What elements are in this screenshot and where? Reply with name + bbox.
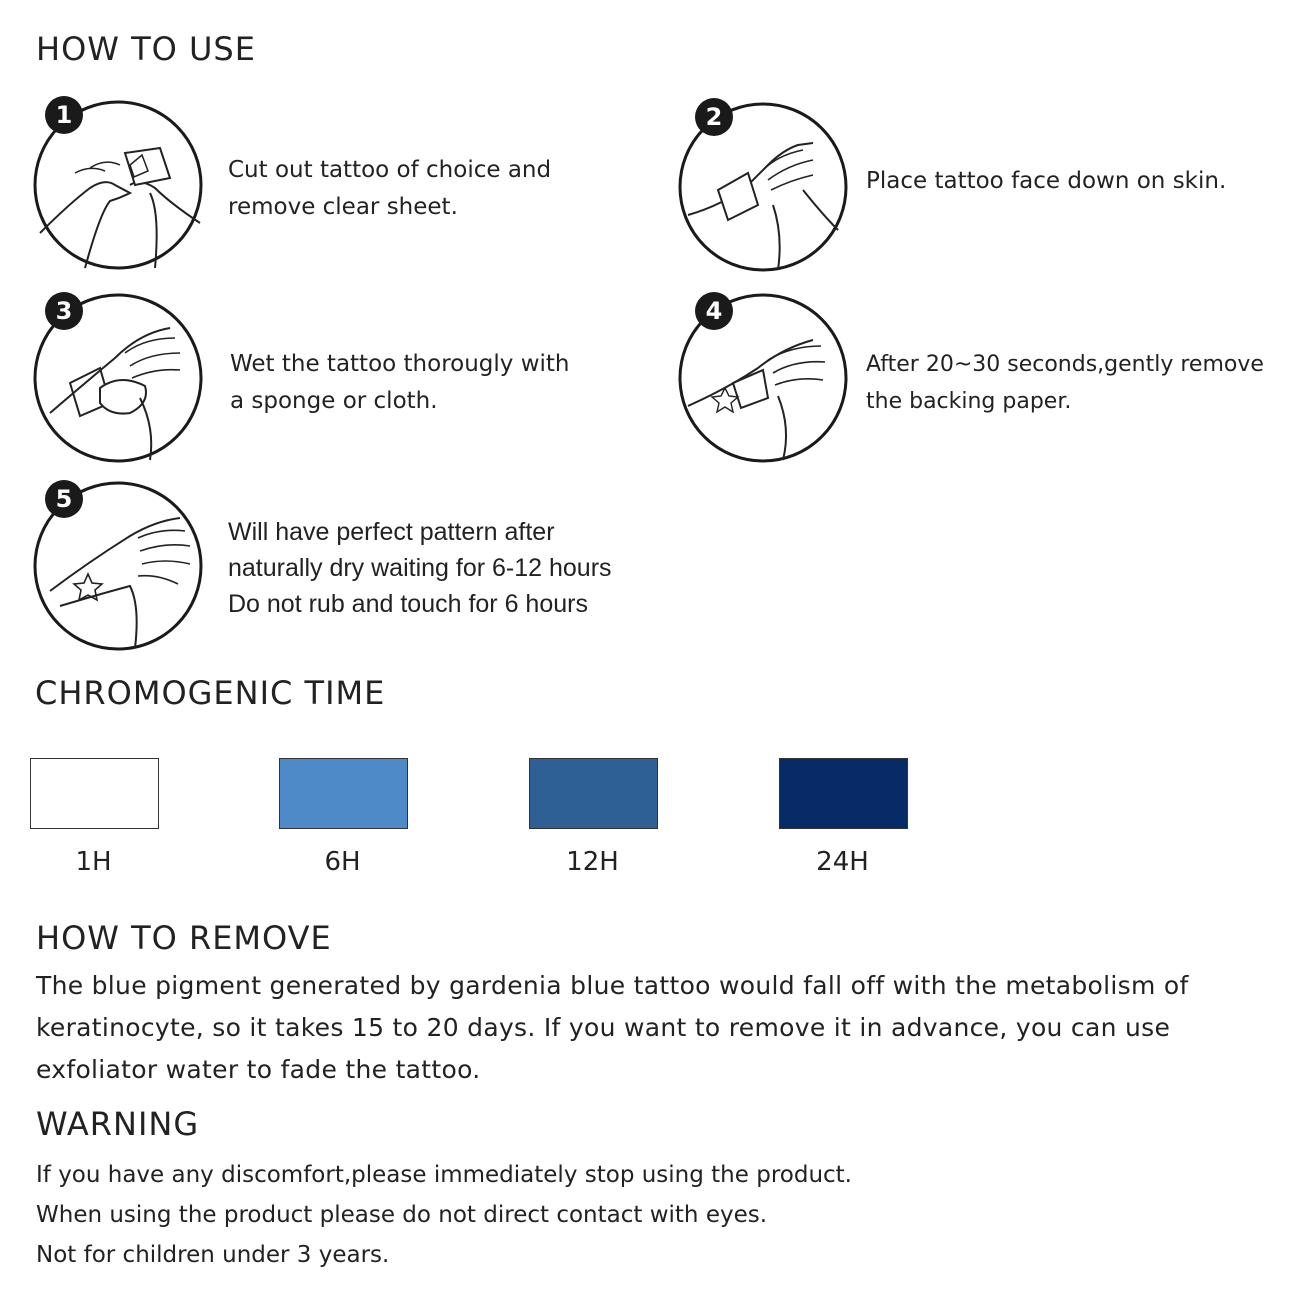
step-3-line-2: a sponge or cloth. <box>230 388 438 414</box>
swatch-24h <box>779 758 908 829</box>
warning-line-3: Not for children under 3 years. <box>36 1242 390 1268</box>
how-to-remove-body: The blue pigment generated by gardenia blue tattoo would fall off with the metabolism of keratinocyte, so it takes 15 to 20 days. If you want to remove it in advance, you can use exfoliator water to fade the tattoo. <box>36 971 1189 1084</box>
step-1-line-1: Cut out tattoo of choice and <box>228 157 552 183</box>
step-4-text <box>866 346 1264 420</box>
step-1-line-2: remove clear sheet. <box>228 194 458 220</box>
step-1-text <box>228 152 551 226</box>
step-5-line-2: naturally dry waiting for 6-12 hours <box>228 554 612 582</box>
step-2-line-1: Place tattoo face down on skin. <box>866 168 1227 194</box>
step-2-number: 2 <box>705 103 723 131</box>
step-3-line-1: Wet the tattoo thorougly with <box>230 351 570 377</box>
warning-heading: WARNING <box>36 1105 200 1143</box>
swatch-label-24h: 24H <box>816 847 869 877</box>
step-4-line-2: the backing paper. <box>866 389 1072 414</box>
step-3-badge <box>44 291 84 336</box>
swatch-1h <box>30 758 159 829</box>
step-5-line-1: Will have perfect pattern after <box>228 518 555 546</box>
step-4-badge <box>694 291 734 336</box>
step-4-line-1: After 20~30 seconds,gently remove <box>866 352 1264 377</box>
step-2-badge <box>694 97 734 142</box>
swatch-label-6h: 6H <box>324 847 361 877</box>
step-3-text <box>230 346 570 420</box>
warning-line-1: If you have any discomfort,please immediately stop using the product. <box>36 1162 852 1188</box>
step-5-line-3: Do not rub and touch for 6 hours <box>228 590 588 618</box>
step-5-number: 5 <box>55 485 73 513</box>
warning-body <box>36 1155 1276 1275</box>
step-4-number: 4 <box>705 297 723 325</box>
how-to-use-heading: HOW TO USE <box>36 30 256 68</box>
chromogenic-time-heading: CHROMOGENIC TIME <box>35 674 386 712</box>
how-to-remove-heading: HOW TO REMOVE <box>36 919 332 957</box>
swatch-label-12h: 12H <box>566 847 619 877</box>
warning-line-2: When using the product please do not direct contact with eyes. <box>36 1202 768 1228</box>
step-1-number: 1 <box>55 101 73 129</box>
step-5-badge <box>44 479 84 524</box>
swatch-12h <box>529 758 658 829</box>
step-3-number: 3 <box>55 297 73 325</box>
swatch-6h <box>279 758 408 829</box>
step-5-text <box>228 514 612 622</box>
step-2-text <box>866 163 1226 200</box>
step-1-badge <box>44 95 84 140</box>
swatch-label-1h: 1H <box>75 847 112 877</box>
